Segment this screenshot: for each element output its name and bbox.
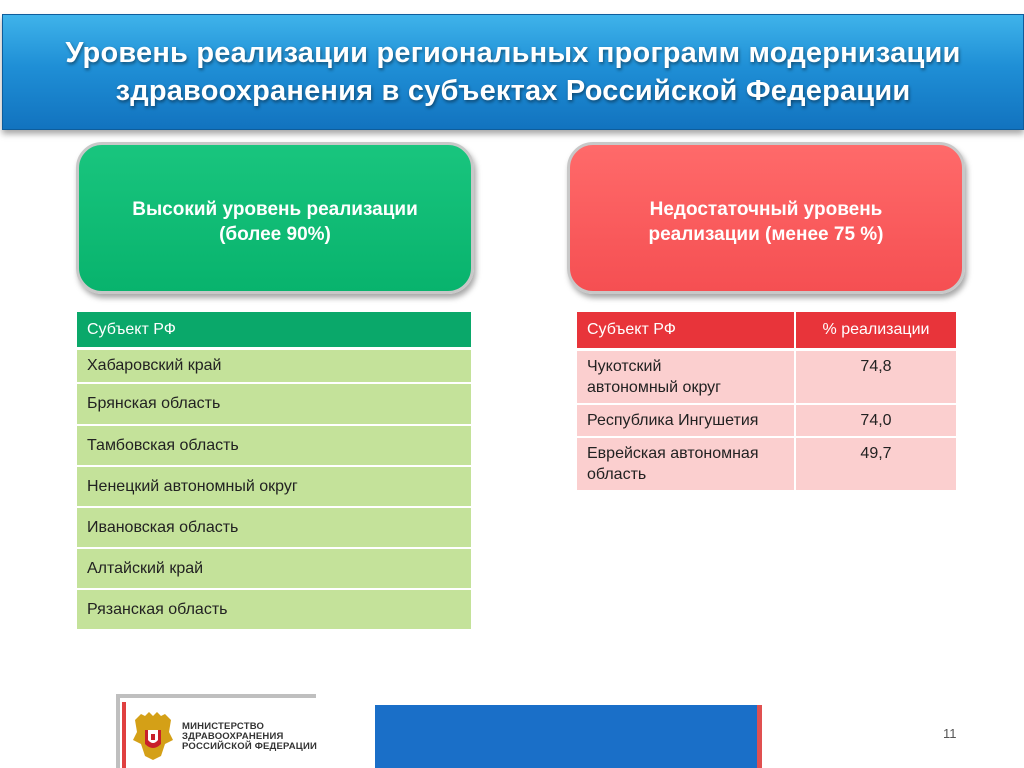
table-row [577, 404, 956, 437]
subject-line: Чукотский [587, 358, 662, 375]
percent-cell: 74,0 [795, 404, 956, 437]
column-header-percent: % реализации [795, 312, 956, 350]
percent-cell: 49,7 [795, 437, 956, 491]
ministry-name [182, 722, 317, 752]
table-row [77, 349, 471, 384]
high-level-label-line-1: Высокий уровень реализации [132, 199, 418, 220]
subject-cell: Тамбовская область [77, 425, 471, 466]
subject-cell [577, 437, 795, 491]
table-row [77, 425, 471, 466]
subject-line: Республика Ингушетия [587, 412, 759, 429]
table-row [77, 466, 471, 507]
table-row [77, 589, 471, 630]
table-row [577, 350, 956, 405]
footer-blue-block [375, 705, 762, 768]
percent-cell: 74,8 [795, 350, 956, 405]
subject-cell: Алтайский край [77, 548, 471, 589]
table-row [577, 437, 956, 491]
low-level-label-line-2: реализации (менее 75 %) [648, 224, 884, 245]
low-level-label-line-1: Недостаточный уровень [649, 199, 883, 220]
title-line-2: здравоохранения в субъектах Российской Федерации [115, 75, 911, 107]
title-banner [2, 14, 1024, 130]
low-level-box [567, 142, 965, 294]
page-number: 11 [943, 726, 957, 741]
high-level-table [77, 312, 471, 631]
ministry-name-line: РОССИЙСКОЙ ФЕДЕРАЦИИ [182, 741, 318, 752]
ministry-name-line: ЗДРАВООХРАНЕНИЯ [182, 731, 284, 742]
subject-cell [577, 404, 795, 437]
subject-line: автономный округ [587, 379, 721, 396]
subject-cell: Ивановская область [77, 507, 471, 548]
column-header-subject: Субъект РФ [577, 312, 795, 350]
ministry-name-line: МИНИСТЕРСТВО [182, 721, 265, 732]
table-header-row [577, 312, 956, 350]
table-row [77, 383, 471, 425]
double-headed-eagle-emblem-icon [131, 710, 175, 762]
subject-cell: Брянская область [77, 383, 471, 425]
logo-accent-bar [122, 702, 126, 768]
table-row [77, 507, 471, 548]
high-level-label-line-2: (более 90%) [219, 224, 331, 245]
title-line-1: Уровень реализации региональных программ модернизации [65, 37, 961, 69]
high-level-box [76, 142, 474, 294]
subject-cell: Ненецкий автономный округ [77, 466, 471, 507]
subject-cell: Хабаровский край [77, 349, 471, 384]
subject-cell [577, 350, 795, 405]
column-header-subject: Субъект РФ [77, 312, 471, 349]
page-title [33, 34, 993, 110]
subject-cell: Рязанская область [77, 589, 471, 630]
table-header-row [77, 312, 471, 349]
subject-line: область [587, 466, 647, 483]
table-row [77, 548, 471, 589]
low-level-table [577, 312, 956, 492]
subject-line: Еврейская автономная [587, 445, 759, 462]
